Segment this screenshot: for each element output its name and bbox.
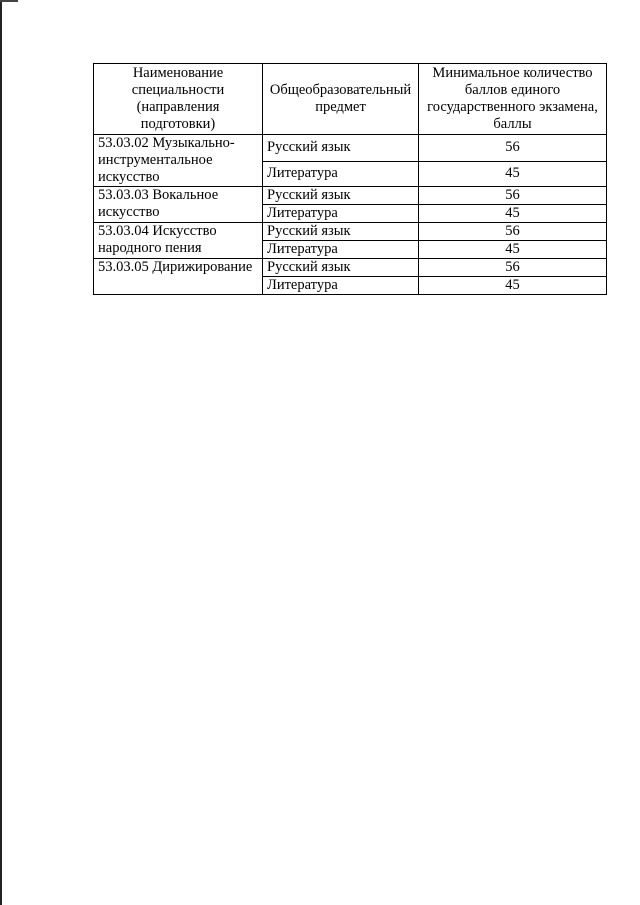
score-cell: 45 <box>419 161 607 187</box>
specialty-cell: 53.03.02 Музыкально-инструментальное искусство <box>94 135 263 187</box>
table-row <box>94 135 607 162</box>
subject-cell: Русский язык <box>263 187 419 205</box>
specialty-cell: 53.03.04 Искусство народного пения <box>94 223 263 259</box>
table-row <box>94 223 607 241</box>
subject-cell: Литература <box>263 277 419 295</box>
score-cell: 56 <box>419 259 607 277</box>
score-cell: 45 <box>419 277 607 295</box>
specialty-cell: 53.03.03 Вокальное искусство <box>94 187 263 223</box>
score-cell: 45 <box>419 205 607 223</box>
specialty-cell: 53.03.05 Дирижирование <box>94 259 263 295</box>
subject-cell: Русский язык <box>263 259 419 277</box>
header-min-score: Минимальное количество баллов единого государственного экзамена, баллы <box>419 64 607 135</box>
table-row <box>94 187 607 205</box>
table-row <box>94 259 607 277</box>
score-cell: 56 <box>419 187 607 205</box>
score-cell: 56 <box>419 223 607 241</box>
subject-cell: Русский язык <box>263 135 419 162</box>
subject-cell: Русский язык <box>263 223 419 241</box>
header-subject: Общеобразовательный предмет <box>263 64 419 135</box>
header-specialty: Наименование специальности (направления подготовки) <box>94 64 263 135</box>
scan-edge-top <box>0 0 18 2</box>
subject-cell: Литература <box>263 161 419 187</box>
subject-cell: Литература <box>263 241 419 259</box>
score-cell: 45 <box>419 241 607 259</box>
score-cell: 56 <box>419 135 607 162</box>
scan-edge-left <box>0 0 2 905</box>
subject-cell: Литература <box>263 205 419 223</box>
min-score-table <box>93 63 607 295</box>
table-header-row <box>94 64 607 135</box>
